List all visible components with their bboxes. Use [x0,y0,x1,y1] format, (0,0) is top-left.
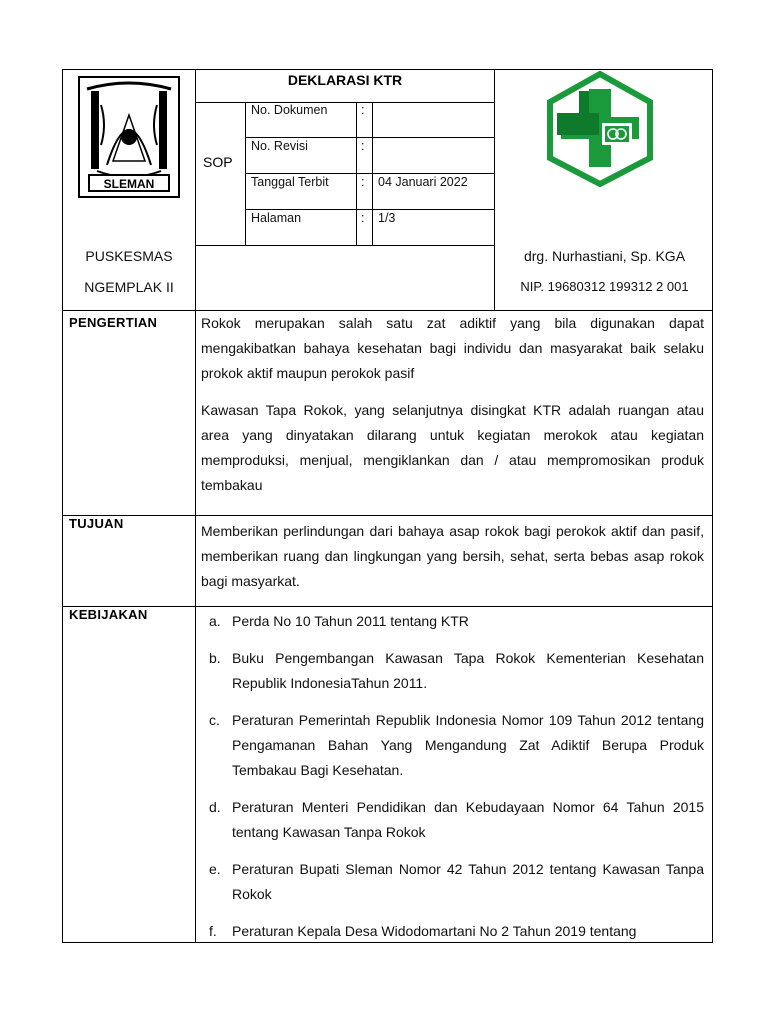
column-divider-right-header [494,70,495,310]
list-item [201,609,704,634]
crest-icon [77,75,181,199]
meta-row-line-1 [246,137,494,138]
meta-sep-3: : [361,175,365,189]
meta-label-no-revisi: No. Revisi [251,139,308,153]
list-item-text: Perda No 10 Tahun 2011 tentang KTR [232,613,469,629]
list-item [201,646,704,696]
title-divider [196,102,494,103]
sop-document [62,69,713,943]
meta-label-halaman: Halaman [251,211,302,225]
list-marker: f. [209,923,217,939]
tujuan-paragraph: Memberikan perlindungan dari bahaya asap rokok bagi perokok aktif dan pasif, memberikan ruang dan lingkungan yang bersih, sehat, serta bebas asap rokok bagi masyarkat. [201,523,704,589]
org-line-1: PUSKESMAS [85,248,173,264]
pengertian-bottom-line [63,515,713,516]
list-item [201,708,704,783]
section-label-kebijakan: KEBIJAKAN [69,607,148,622]
org-line-2: NGEMPLAK II [84,279,174,295]
meta-bottom-line [196,245,494,246]
signer-nip: NIP. 19680312 199312 2 001 [520,279,689,294]
pengertian-paragraph-1: Rokok merupakan salah satu zat adiktif yang bila digunakan dapat mengakibatkan bahaya kesehatan bagi individu dan masyarakat baik selaku prokok aktif maupun perokok pasif [201,315,704,381]
meta-label-no-dokumen: No. Dokumen [251,103,328,117]
list-marker: b. [209,650,221,666]
meta-row-line-2 [246,173,494,174]
list-marker: e. [209,861,221,877]
list-marker: c. [209,712,220,728]
list-item [201,857,704,907]
document-title: DEKLARASI KTR [287,72,403,88]
list-item-text: Buku Pengembangan Kawasan Tapa Rokok Kementerian Kesehatan Republik IndonesiaTahun 2011. [232,650,704,691]
list-item-text: Peraturan Kepala Desa Widodomartani No 2 Tahun 2019 tentang [232,923,637,939]
crest-text: SLEMAN [103,177,155,191]
kebijakan-list [201,609,704,943]
list-marker: d. [209,799,221,815]
sop-label: SOP [203,154,233,170]
meta-value-halaman: 1/3 [378,211,396,225]
meta-label-tanggal-terbit: Tanggal Terbit [251,175,329,189]
signer-name: drg. Nurhastiani, Sp. KGA [523,248,686,264]
puskesmas-cross-icon [545,71,655,187]
column-divider-left [195,70,196,942]
puskesmas-logo [545,71,655,187]
meta-sep-1: : [361,103,365,117]
list-item-text: Peraturan Pemerintah Republik Indonesia Nomor 109 Tahun 2012 tentang Pengamanan Bahan Yang Mengandung Zat Adiktif Berupa Produk Tembakau Bagi Kesehatan. [232,712,704,778]
sleman-crest-logo [77,75,181,199]
list-marker: a. [209,613,221,629]
list-item-text: Peraturan Menteri Pendidikan dan Kebudayaan Nomor 64 Tahun 2015 tentang Kawasan Tanpa Rokok [232,799,704,840]
meta-sep-4: : [361,211,365,225]
list-item [201,919,704,943]
list-item [201,795,704,845]
tujuan-bottom-line [63,606,713,607]
meta-row-line-3 [246,209,494,210]
section-label-tujuan: TUJUAN [69,516,124,531]
list-item-text: Peraturan Bupati Sleman Nomor 42 Tahun 2012 tentang Kawasan Tanpa Rokok [232,861,704,902]
pengertian-paragraph-2: Kawasan Tapa Rokok, yang selanjutnya disingkat KTR adalah ruangan atau area yang dinyatakan dilarang untuk kegiatan merokok atau kegiatan memproduksi, menjual, mengiklankan dan / atau mempromosikan produk tembakau [201,402,704,493]
meta-sep-2: : [361,139,365,153]
section-label-pengertian: PENGERTIAN [69,315,158,330]
meta-value-tanggal-terbit: 04 Januari 2022 [378,175,468,189]
